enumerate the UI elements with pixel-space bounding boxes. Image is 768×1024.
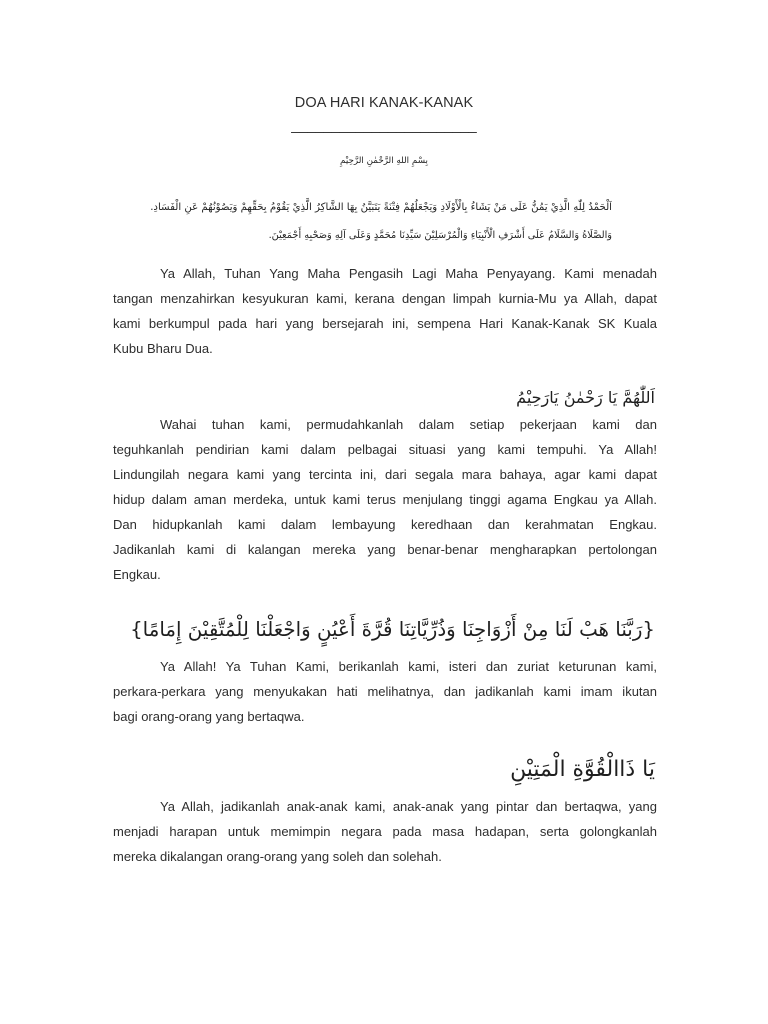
opening-arabic-line: اَلْحَمْدُ لِلّٰهِ الَّذِيْ يَمُنُّ عَلَى مَنْ يَشَاءُ بِالْأَوْلَادِ وَيَجْعَلُهُمْ فِتْنَةً يَتَبَيَّنُ بِهَا الشَّاكِرُ الَّذِيْ يَقُوْمُ بِحَقِّهِمْ وَيَصُوْنُهُمْ عَنِ الْفَسَادِ. bbox=[150, 202, 612, 213]
paragraph-line: Ya Allah, jadikanlah anak-anak kami, anak-anak yang pintar dan bertaqwa, yang bbox=[160, 799, 657, 814]
paragraph-line: hidup dalam aman merdeka, untuk kami terus menjulang tinggi agama Engkau ya Allah. bbox=[113, 492, 657, 507]
paragraph bbox=[113, 654, 657, 729]
paragraph-line: Wahai tuhan kami, permudahkanlah dalam setiap pekerjaan kami dan bbox=[160, 417, 657, 432]
paragraph-line: menjadi harapan untuk memimpin negara pada masa hadapan, serta golongkanlah bbox=[113, 824, 657, 839]
paragraph-line: Engkau. bbox=[113, 567, 161, 582]
paragraph-line: Ya Allah, Tuhan Yang Maha Pengasih Lagi Maha Penyayang. Kami menadah bbox=[160, 266, 657, 281]
paragraph bbox=[113, 261, 657, 361]
title-underline: _______________________ bbox=[291, 118, 477, 134]
paragraph-line: mereka dikalangan orang-orang yang soleh dan solehah. bbox=[113, 849, 442, 864]
paragraph-line: Kubu Bharu Dua. bbox=[113, 341, 213, 356]
paragraph-line: Lindungilah negara kami yang tercinta ini, dari segala mara bahaya, agar kami dapat bbox=[113, 467, 657, 482]
paragraph-line: perkara-perkara yang menyukakan hati melihatnya, dan jadikanlah kami imam ikutan bbox=[113, 684, 657, 699]
paragraph-line: tangan menzahirkan kesyukuran kami, kerana dengan limpah kurnia-Mu ya Allah, dapat bbox=[113, 291, 657, 306]
opening-arabic-line: وَالصَّلَاةُ وَالسَّلَامُ عَلَى أَشْرَفِ الْأَنْبِيَاءِ وَالْمُرْسَلِيْنَ سَيِّدِنَا مُحَمَّدٍ وَعَلَى آلِهِ وَصَحْبِهِ أَجْمَعِيْنَ. bbox=[268, 230, 612, 241]
bismillah: بِسْمِ اللهِ الرَّحْمٰنِ الرَّحِيْمِ bbox=[340, 156, 428, 166]
paragraph bbox=[113, 794, 657, 869]
arabic-invocation: اَللّٰهُمَّ يَا رَحْمٰنُ يَارَحِيْمُ bbox=[516, 388, 655, 407]
document-title: DOA HARI KANAK-KANAK bbox=[294, 95, 474, 111]
paragraph-line: Jadikanlah kami di kalangan mereka yang benar-benar mengharapkan pertolongan bbox=[113, 542, 657, 557]
paragraph-line: kami berkumpul pada hari yang bersejarah ini, sempena Hari Kanak-Kanak SK Kuala bbox=[113, 316, 657, 331]
quran-verse: {رَبَّنَا هَبْ لَنَا مِنْ أَزْوَاجِنَا وَذُرِّيَّاتِنَا قُرَّةَ أَعْيُنٍ وَاجْعَلْنَا لِلْمُتَّقِيْنَ إِمَامًا} bbox=[130, 618, 655, 641]
paragraph-line: teguhkanlah pendirian kami dalam pelbagai situasi yang kami tempuhi. Ya Allah! bbox=[113, 442, 657, 457]
paragraph-line: Ya Allah! Ya Tuhan Kami, berikanlah kami, isteri dan zuriat keturunan kami, bbox=[160, 659, 657, 674]
arabic-invocation: يَا ذَاالْقُوَّةِ الْمَتِيْنِ bbox=[510, 757, 655, 782]
paragraph bbox=[113, 412, 657, 587]
paragraph-line: bagi orang-orang yang bertaqwa. bbox=[113, 709, 305, 724]
paragraph-line: Dan hidupkanlah kami dalam lembayung keredhaan dan kerahmatan Engkau. bbox=[113, 517, 657, 532]
